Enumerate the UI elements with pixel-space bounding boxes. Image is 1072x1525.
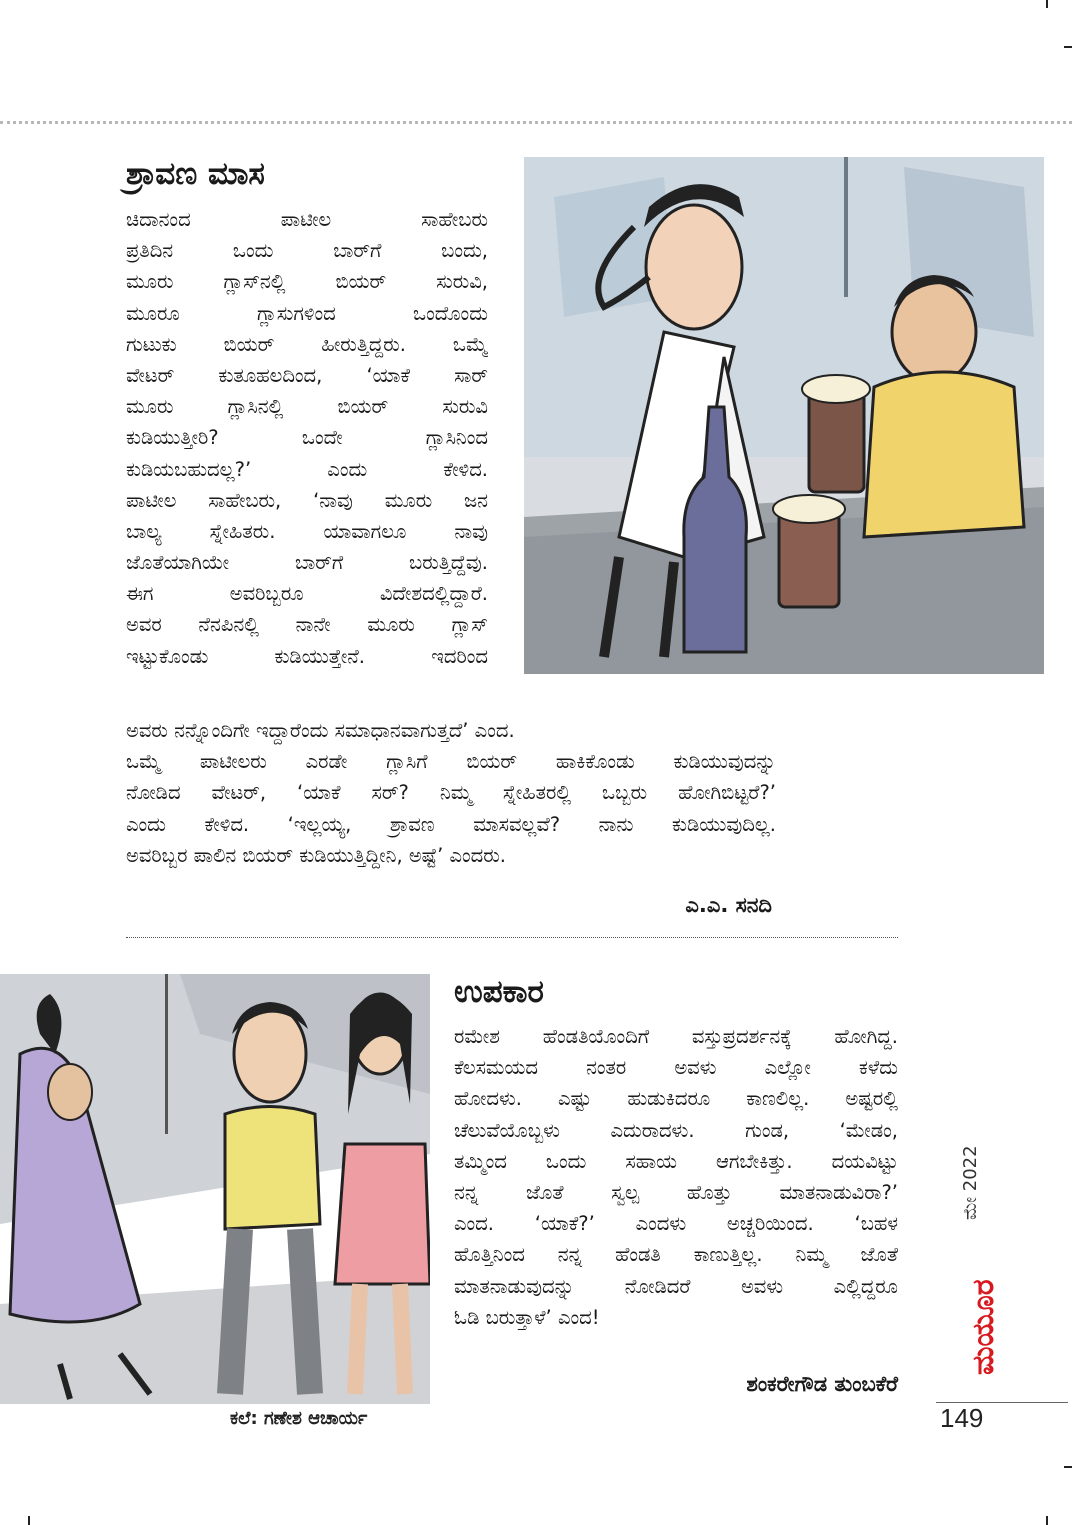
story1-line: ಬಾಲ್ಯ ಸ್ನೇಹಿತರು. ಯಾವಾಗಲೂ ನಾವು <box>126 519 488 543</box>
story1-narrow-column <box>126 204 488 672</box>
crop-mark-bottom-right <box>1046 1516 1048 1525</box>
story1-line: ಅವರ ನೆನಪಿನಲ್ಲಿ ನಾನೇ ಮೂರು ಗ್ಲಾಸ್ <box>126 613 488 637</box>
crop-mark-right-bottom <box>1064 1466 1072 1468</box>
story2-line: ಓಡಿ ಬರುತ್ತಾಳೆ’ ಎಂದ! <box>454 1305 600 1329</box>
story1-line: ಪ್ರತಿದಿನ ಒಂದು ಬಾರ್‌ಗೆ ಬಂದು, <box>126 239 488 263</box>
story1-author: ಎ.ಎ. ಸನದಿ <box>685 893 772 917</box>
story2-title: ಉಪಕಾರ <box>454 974 544 1010</box>
story1-line: ಚಿದಾನಂದ ಪಾಟೀಲ ಸಾಹೇಬರು <box>126 208 488 231</box>
crop-mark-bottom-left <box>28 1516 30 1525</box>
story1-line: ಪಾಟೀಲ ಸಾಹೇಬರು, ‘ನಾವು ಮೂರು ಜನ <box>126 488 488 512</box>
issue-date <box>932 1110 981 1240</box>
story1-line: ಈಗ ಅವರಿಬ್ಬರೂ ವಿದೇಶದಲ್ಲಿದ್ದಾರೆ. <box>126 582 488 606</box>
story1-line: ಮೂರು ಗ್ಲಾಸಿನಲ್ಲಿ ಬಿಯರ್ ಸುರುವಿ <box>126 395 488 419</box>
illustrator-credit: ಕಲೆ: ಗಣೇಶ ಆಚಾರ್ಯ <box>230 1408 368 1429</box>
story1-line: ಇಟ್ಟುಕೊಂಡು ಕುಡಿಯುತ್ತೇನೆ. ಇದರಿಂದ <box>126 644 488 668</box>
story1-title: ಶ್ರಾವಣ ಮಾಸ <box>126 156 265 192</box>
story1-line: ಒಮ್ಮೆ ಪಾಟೀಲರು ಎರಡೇ ಗ್ಲಾಸಿಗೆ ಬಿಯರ್ ಹಾಕಿಕೊಂಡು ಕುಡಿಯುವುದನ್ನು <box>126 750 776 774</box>
story1-line: ವೇಟರ್ ಕುತೂಹಲದಿಂದ, ‘ಯಾಕೆ ಸಾರ್ <box>126 363 488 387</box>
story1-line: ಜೊತೆಯಾಗಿಯೇ ಬಾರ್‌ಗೆ ಬರುತ್ತಿದ್ದೆವು. <box>126 551 488 575</box>
bar-scene-illustration <box>524 157 1044 674</box>
story1-line: ಕುಡಿಯುತ್ತೀರಿ? ಒಂದೇ ಗ್ಲಾಸಿನಿಂದ <box>126 426 488 450</box>
top-dotted-divider <box>0 121 1072 124</box>
issue-date-text: ಮೇ 2022 <box>960 1145 981 1220</box>
story1-line: ನೋಡಿದ ವೇಟರ್, ‘ಯಾಕೆ ಸರ್? ನಿಮ್ಮ ಸ್ನೇಹಿತರಲ್ಲಿ ಒಬ್ಬರು ಹೋಗಿಬಿಟ್ಟರೆ?’ <box>126 781 776 805</box>
story2-line: ಕೆಲಸಮಯದ ನಂತರ ಅವಳು ಎಲ್ಲೋ ಕಳೆದು <box>454 1056 898 1080</box>
crop-mark-top <box>1046 0 1048 8</box>
magazine-brand <box>930 1245 1001 1385</box>
story2-line: ಚೆಲುವೆಯೊಬ್ಬಳು ಎದುರಾದಳು. ಗುಂಡ, ‘ಮೇಡಂ, <box>454 1118 898 1142</box>
story2-line: ಹೋದಳು. ಎಷ್ಟು ಹುಡುಕಿದರೂ ಕಾಣಲಿಲ್ಲ. ಅಷ್ಟರಲ್ಲಿ <box>454 1087 898 1111</box>
story1-line: ಕುಡಿಯಬಹುದಲ್ಲ?’ ಎಂದು ಕೇಳಿದ. <box>126 457 488 481</box>
story2-line: ಮಾತನಾಡುವುದನ್ನು ನೋಡಿದರೆ ಅವಳು ಎಲ್ಲಿದ್ದರೂ <box>454 1274 898 1298</box>
story2-line: ಎಂದ. ‘ಯಾಕೆ?’ ಎಂದಳು ಅಚ್ಚರಿಯಿಂದ. ‘ಬಹಳ <box>454 1212 898 1236</box>
story2-author: ಶಂಕರೇಗೌಡ ತುಂಬಕೆರೆ <box>746 1372 898 1396</box>
story1-line: ಮೂರು ಗ್ಲಾಸ್‌ನಲ್ಲಿ ಬಿಯರ್ ಸುರುವಿ, <box>126 270 488 294</box>
story1-line: ಎಂದು ಕೇಳಿದ. ‘ಇಲ್ಲಯ್ಯ, ಶ್ರಾವಣ ಮಾಸವಲ್ಲವೆ? ನಾನು ಕುಡಿಯುವುದಿಲ್ಲ. <box>126 812 776 836</box>
magazine-brand-text: ಮಯೂರ <box>966 1279 1001 1375</box>
story2-line: ನನ್ನ ಜೊತೆ ಸ್ವಲ್ಪ ಹೊತ್ತು ಮಾತನಾಡುವಿರಾ?’ <box>454 1180 898 1204</box>
story1-wide-column <box>126 715 776 871</box>
story1-line: ಮೂರೂ ಗ್ಲಾಸುಗಳಿಂದ ಒಂದೊಂದು <box>126 301 488 325</box>
story2-column <box>454 1021 898 1333</box>
story1-line: ಅವರಿಬ್ಬರ ಪಾಲಿನ ಬಿಯರ್ ಕುಡಿಯುತ್ತಿದ್ದೀನಿ, ಅಷ್ಟೆ’ ಎಂದರು. <box>126 843 506 867</box>
story2-line: ರಮೇಶ ಹೆಂಡತಿಯೊಂದಿಗೆ ವಸ್ತುಪ್ರದರ್ಶನಕ್ಕೆ ಹೋಗಿದ್ದ. <box>454 1025 898 1048</box>
page-number: 149 <box>940 1403 984 1433</box>
story1-line: ಗುಟುಕು ಬಿಯರ್ ಹೀರುತ್ತಿದ್ದರು. ಒಮ್ಮೆ <box>126 332 488 356</box>
story1-line: ಅವರು ನನ್ನೊಂದಿಗೇ ಇದ್ದಾರೆಂದು ಸಮಾಧಾನವಾಗುತ್ತದೆ’ ಎಂದ. <box>126 719 515 742</box>
story2-line: ಹೊತ್ತಿನಿಂದ ನನ್ನ ಹೆಂಡತಿ ಕಾಣುತ್ತಿಲ್ಲ. ನಿಮ್ಮ ಜೊತೆ <box>454 1243 898 1267</box>
story2-line: ತಮ್ಮಿಂದ ಒಂದು ಸಹಾಯ ಆಗಬೇಕಿತ್ತು. ದಯವಿಟ್ಟು <box>454 1149 898 1173</box>
story-separator <box>126 937 898 938</box>
exhibition-scene-illustration <box>0 974 430 1404</box>
crop-mark-right-top <box>1064 46 1072 48</box>
